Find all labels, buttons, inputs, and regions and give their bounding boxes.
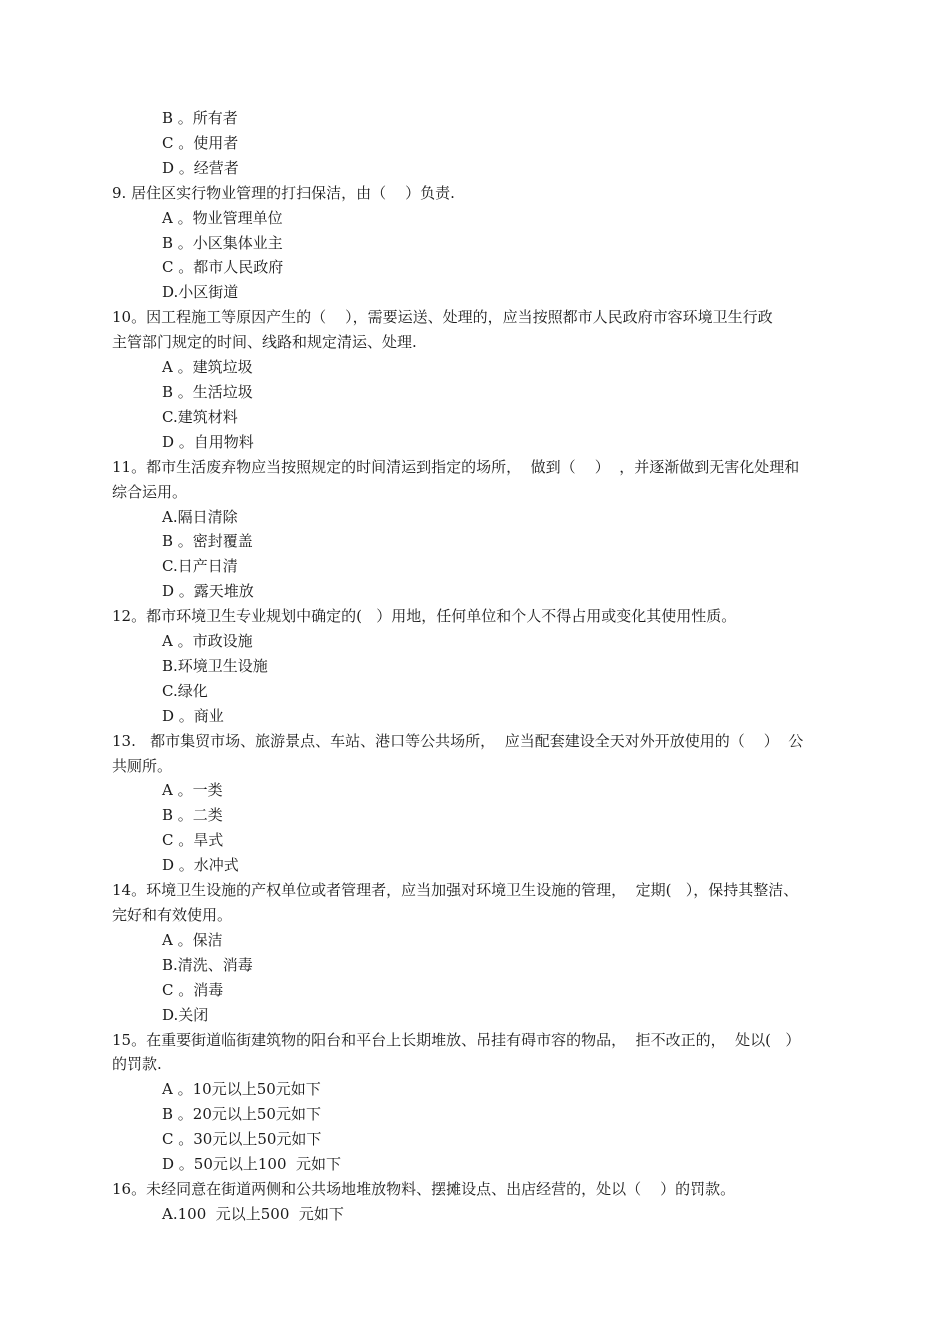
answer-option: A 。物业管理单位 bbox=[162, 208, 283, 227]
question-text: 16。未经同意在街道两侧和公共场地堆放物料、摆摊设点、出店经营的，处以（ ）的罚款。 bbox=[112, 1179, 736, 1198]
question-text: 14。环境卫生设施的产权单位或者管理者，应当加强对环境卫生设施的管理， 定期( ），保持其整洁、 bbox=[112, 881, 799, 900]
answer-option: D.小区街道 bbox=[162, 283, 239, 302]
answer-option: B 。密封覆盖 bbox=[162, 532, 253, 551]
answer-option: B 。生活垃圾 bbox=[162, 382, 253, 401]
answer-option: A.隔日清除 bbox=[162, 507, 238, 526]
question-text: 共厕所。 bbox=[112, 756, 173, 775]
answer-option: A.100 元以上500 元如下 bbox=[162, 1204, 344, 1223]
answer-option: C 。使用者 bbox=[162, 133, 239, 152]
answer-option: C 。30元以上50元如下 bbox=[162, 1130, 322, 1149]
question-text: 10。因工程施工等原因产生的（ ），需要运送、处理的，应当按照都市人民政府市容环境卫生行政 bbox=[112, 308, 773, 327]
question-text: 的罚款. bbox=[112, 1055, 162, 1074]
answer-option: D 。自用物料 bbox=[162, 432, 254, 451]
answer-option: B 。小区集体业主 bbox=[162, 233, 283, 252]
document-body bbox=[112, 106, 864, 1227]
answer-option: B 。二类 bbox=[162, 806, 223, 825]
answer-option: B.环境卫生设施 bbox=[162, 656, 268, 675]
answer-option: D 。50元以上100 元如下 bbox=[162, 1155, 342, 1174]
answer-option: C 。消毒 bbox=[162, 980, 224, 999]
question-text: 主管部门规定的时间、线路和规定清运、处理. bbox=[112, 333, 417, 352]
question-text: 9. 居住区实行物业管理的打扫保洁，由（ ）负责. bbox=[112, 183, 455, 202]
answer-option: D 。露天堆放 bbox=[162, 582, 254, 601]
question-text: 12。都市环境卫生专业规划中确定的( ）用地，任何单位和个人不得占用或变化其使用性质。 bbox=[112, 607, 737, 626]
answer-option: A 。保洁 bbox=[162, 930, 223, 949]
answer-option: D 。水冲式 bbox=[162, 856, 239, 875]
answer-option: A 。建筑垃圾 bbox=[162, 358, 253, 377]
answer-option: C 。都市人民政府 bbox=[162, 258, 284, 277]
answer-option: D.关闭 bbox=[162, 1005, 209, 1024]
answer-option: B.清洗、消毒 bbox=[162, 955, 253, 974]
question-text: 完好和有效使用。 bbox=[112, 906, 233, 924]
question-text: 11。都市生活废弃物应当按照规定的时间清运到指定的场所， 做到（ ） ，并逐渐做到无害化处理和 bbox=[112, 457, 800, 476]
answer-option: C.建筑材料 bbox=[162, 407, 238, 426]
question-text: 综合运用。 bbox=[112, 482, 188, 501]
question-text: 13. 都市集贸市场、旅游景点、车站、港口等公共场所， 应当配套建设全天对外开放使用的（ ） 公 bbox=[112, 731, 804, 750]
answer-option: B 。20元以上50元如下 bbox=[162, 1105, 321, 1124]
answer-option: C 。旱式 bbox=[162, 831, 224, 850]
answer-option: A 。一类 bbox=[162, 781, 223, 800]
question-text: 15。在重要街道临街建筑物的阳台和平台上长期堆放、吊挂有碍市容的物品， 拒不改正的， 处以( ） bbox=[112, 1030, 801, 1049]
answer-option: C.日产日清 bbox=[162, 557, 238, 576]
answer-option: C.绿化 bbox=[162, 681, 208, 700]
answer-option: A 。市政设施 bbox=[162, 632, 253, 651]
answer-option: A 。10元以上50元如下 bbox=[162, 1080, 321, 1099]
answer-option: D 。商业 bbox=[162, 706, 224, 725]
answer-option: B 。所有者 bbox=[162, 109, 238, 127]
answer-option: D 。经营者 bbox=[162, 158, 239, 177]
